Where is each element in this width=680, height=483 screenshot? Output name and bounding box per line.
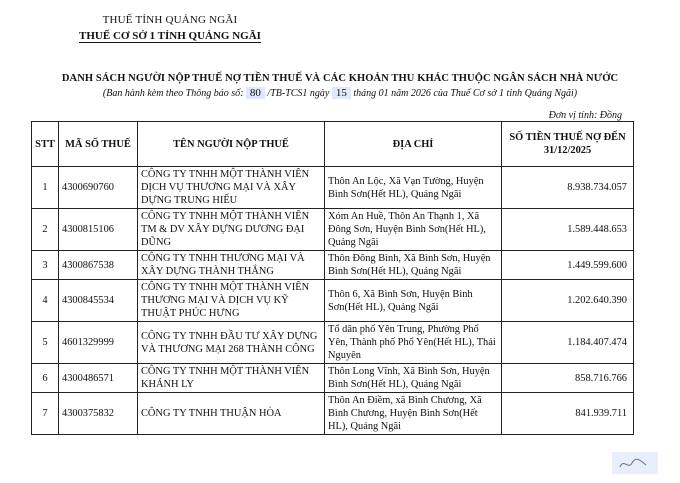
row-taxpayer-name: CÔNG TY TNHH MỘT THÀNH VIÊN KHÁNH LY [138, 364, 325, 393]
row-tax-code: 4300815106 [59, 209, 138, 251]
subtitle-prefix: (Ban hành kèm theo Thông báo số: [102, 88, 244, 99]
row-address: Thôn An Điềm, xã Bình Chương, Xã Bình Chương, Huyện Bình Sơn(Hết HL), Quảng Ngãi [325, 393, 502, 435]
row-taxpayer-name: CÔNG TY TNHH THUẬN HÒA [138, 393, 325, 435]
signature-stamp [612, 452, 658, 474]
table-row [32, 209, 634, 251]
row-stt: 6 [32, 364, 59, 393]
table-row [32, 280, 634, 322]
issuing-office [70, 30, 270, 42]
table-row [32, 393, 634, 435]
document-title: DANH SÁCH NGƯỜI NỘP THUẾ NỢ TIỀN THUẾ VÀ CÁC KHOẢN THU KHÁC THUỘC NGÂN SÁCH NHÀ NƯỚC [61, 73, 619, 84]
tax-debtor-table [31, 121, 634, 435]
row-debt-amount: 1.589.448.653 [502, 209, 634, 251]
row-debt-amount: 8.938.734.057 [502, 167, 634, 209]
row-stt: 7 [32, 393, 59, 435]
row-tax-code: 4300486571 [59, 364, 138, 393]
row-tax-code: 4300690760 [59, 167, 138, 209]
row-debt-amount: 1.184.407.474 [502, 322, 634, 364]
row-address: Thôn 6, Xã Bình Sơn, Huyện Bình Sơn(Hết HL), Quảng Ngãi [325, 280, 502, 322]
row-taxpayer-name: CÔNG TY TNHH MỘT THÀNH VIÊN THƯƠNG MẠI VÀ DỊCH VỤ KỸ THUẬT PHÚC HƯNG [138, 280, 325, 322]
signature-icon [612, 452, 658, 474]
header-address: ĐỊA CHỈ [325, 122, 502, 167]
table-row [32, 167, 634, 209]
header-debt-amount: SỐ TIỀN THUẾ NỢ ĐẾN 31/12/2025 [502, 122, 634, 167]
row-taxpayer-name: CÔNG TY TNHH ĐẦU TƯ XÂY DỰNG VÀ THƯƠNG MẠI 268 THÀNH CÔNG [138, 322, 325, 364]
row-address: Thôn An Lộc, Xã Vạn Tường, Huyện Bình Sơn(Hết HL), Quảng Ngãi [325, 167, 502, 209]
header-tax-code: MÃ SỐ THUẾ [59, 122, 138, 167]
notice-number: 80 [246, 87, 265, 99]
currency-unit: Đơn vị tính: Đồng [548, 110, 622, 121]
row-debt-amount: 1.202.640.390 [502, 280, 634, 322]
row-taxpayer-name: CÔNG TY TNHH MỘT THÀNH VIÊN TM & DV XÂY DỰNG DƯƠNG ĐẠI DŨNG [138, 209, 325, 251]
table-body [32, 167, 634, 435]
row-stt: 3 [32, 251, 59, 280]
issuing-office-label: THUẾ CƠ SỞ 1 TỈNH QUẢNG NGÃI [79, 30, 261, 42]
table-row [32, 322, 634, 364]
header-taxpayer-name: TÊN NGƯỜI NỘP THUẾ [138, 122, 325, 167]
table-row [32, 251, 634, 280]
row-address: Tổ dân phố Yên Trung, Phường Phổ Yên, Thành phố Phổ Yên(Hết HL), Thái Nguyên [325, 322, 502, 364]
header-stt: STT [32, 122, 59, 167]
row-taxpayer-name: CÔNG TY TNHH MỘT THÀNH VIÊN DỊCH VỤ THƯƠNG MẠI VÀ XÂY DỰNG TRUNG HIẾU [138, 167, 325, 209]
row-tax-code: 4300867538 [59, 251, 138, 280]
row-debt-amount: 858.716.766 [502, 364, 634, 393]
document-subtitle [0, 87, 680, 99]
row-stt: 5 [32, 322, 59, 364]
row-stt: 2 [32, 209, 59, 251]
subtitle-suffix: tháng 01 năm 2026 của Thuế Cơ sở 1 tỉnh Quảng Ngãi) [353, 88, 578, 99]
table-row [32, 364, 634, 393]
notice-day: 15 [332, 87, 351, 99]
row-debt-amount: 1.449.599.600 [502, 251, 634, 280]
row-stt: 1 [32, 167, 59, 209]
row-stt: 4 [32, 280, 59, 322]
issuing-authority: THUẾ TỈNH QUẢNG NGÃI [102, 14, 238, 26]
row-tax-code: 4601329999 [59, 322, 138, 364]
subtitle-middle: /TB-TCS1 ngày [267, 88, 330, 99]
table-header-row [32, 122, 634, 167]
row-tax-code: 4300375832 [59, 393, 138, 435]
row-taxpayer-name: CÔNG TY TNHH THƯƠNG MẠI VÀ XÂY DỰNG THÀNH THẮNG [138, 251, 325, 280]
row-address: Xóm An Huề, Thôn An Thạnh 1, Xã Đông Sơn, Huyện Bình Sơn(Hết HL), Quảng Ngãi [325, 209, 502, 251]
row-tax-code: 4300845534 [59, 280, 138, 322]
row-debt-amount: 841.939.711 [502, 393, 634, 435]
row-address: Thôn Đông Bình, Xã Bình Sơn, Huyện Bình Sơn(Hết HL), Quảng Ngãi [325, 251, 502, 280]
row-address: Thôn Long Vĩnh, Xã Bình Sơn, Huyện Bình Sơn(Hết HL), Quảng Ngãi [325, 364, 502, 393]
